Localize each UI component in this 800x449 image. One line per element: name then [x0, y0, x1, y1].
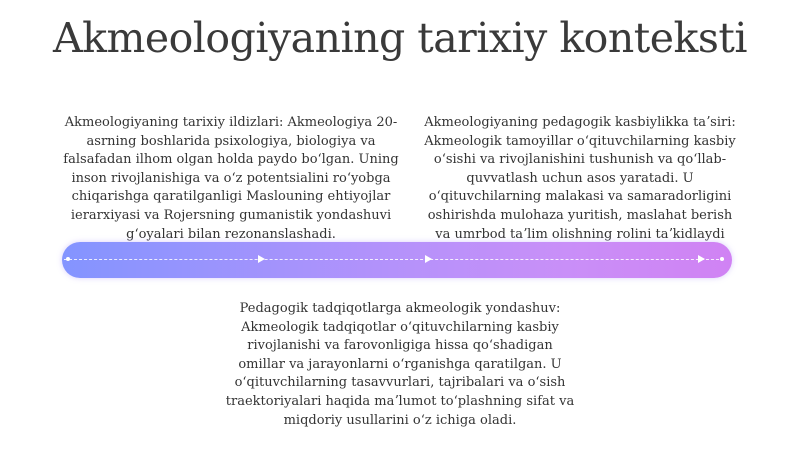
timeline-bar: [62, 242, 732, 278]
timeline-arrow-icon: [698, 255, 705, 263]
timeline-arrow-icon: [258, 255, 265, 263]
text-block-research-approach: Pedagogik tadqiqotlarga akmeologik yondashuv: Akmeologik tadqiqotlar oʻqituvchilarning kasbiy rivojlanishi va farovonligiga hissa qoʻshadigan omillar va jarayonlarni oʻrganishga qaratilgan. U oʻqituvchilarning tasavvurlari, tajribalari va oʻsish traektoriyalari haqida maʼlumot toʻplashning sifat va miqdoriy usullarini oʻz ichiga oladi.: [225, 301, 575, 428]
slide-title: Akmeologiyaning tarixiy konteksti: [53, 14, 747, 62]
text-block-historical-roots: Akmeologiyaning tarixiy ildizlari: Akmeologiya 20-asrning boshlarida psixologiya, biologiya va falsafadan ilhom olgan holda paydo boʻlgan. Uning inson rivojlanishiga va oʻz potentsialini roʻyobga chiqarishga qaratilganligi Maslouning ehtiyojlar ierarxiyasi va Rojersning gumanistik yondashuvi gʻoyalari bilan rezonanslashadi.: [63, 115, 399, 242]
timeline-end-dot: [720, 257, 724, 261]
text-block-pedagogical-impact: Akmeologiyaning pedagogik kasbiylikka taʼsiri: Akmeologik tamoyillar oʻqituvchilarning kasbiy oʻsishi va rivojlanishini tushunish va qoʻllab-quvvatlash uchun asos yaratadi. U oʻqituvchilarning malakasi va samaradorligini oshirishda mulohaza yuritish, maslahat berish va umrbod taʼlim olishning rolini taʼkidlaydi: [424, 115, 736, 242]
timeline-dashed-line: [64, 259, 724, 260]
timeline-start-dot: [66, 257, 70, 261]
timeline-arrow-icon: [425, 255, 432, 263]
